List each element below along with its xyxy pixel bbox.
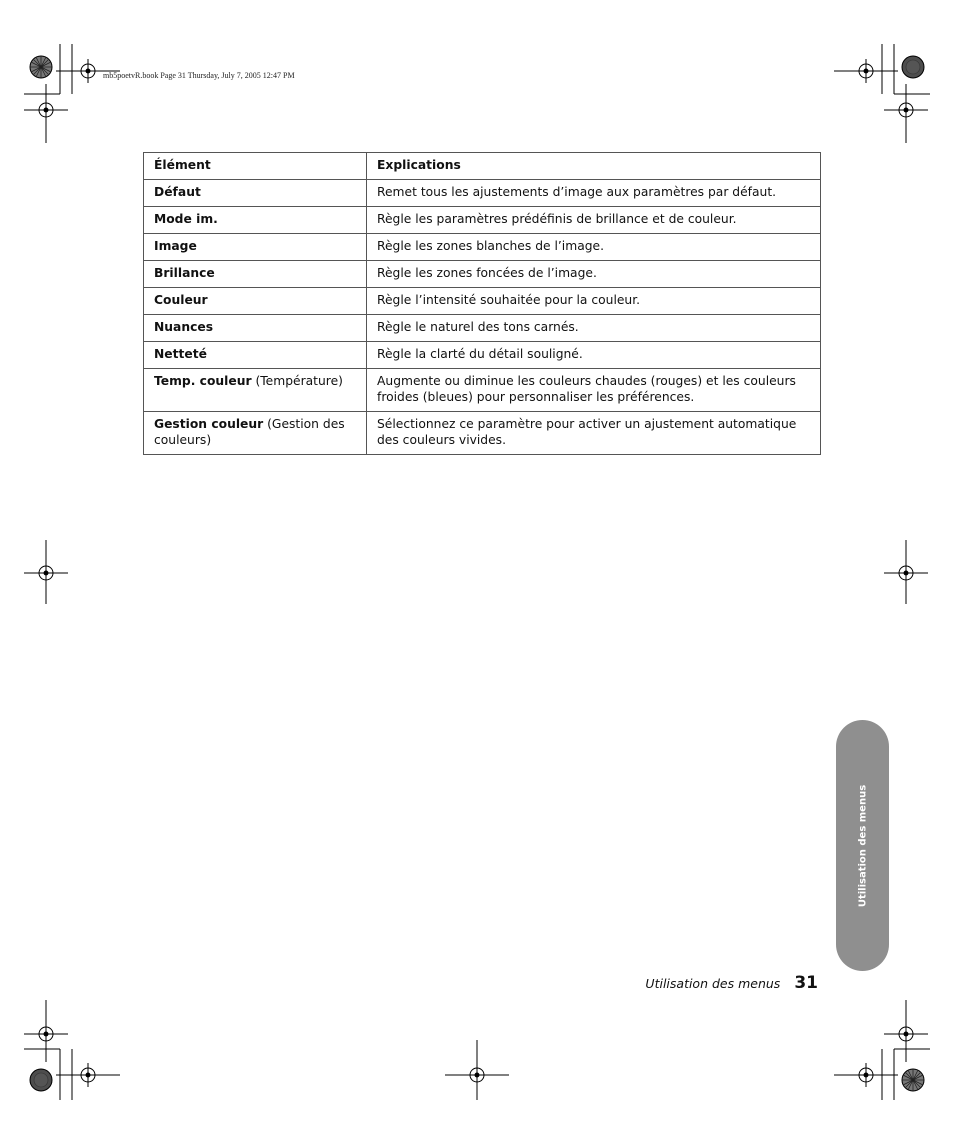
table-header-row bbox=[144, 153, 821, 180]
table-row bbox=[144, 261, 821, 288]
table-row bbox=[144, 207, 821, 234]
row-label: Mode im. bbox=[154, 212, 218, 226]
row-text: Règle l’intensité souhaitée pour la couleur. bbox=[367, 288, 821, 315]
print-info: mb5poetvR.book Page 31 Thursday, July 7, 2005 12:47 PM bbox=[103, 71, 295, 80]
row-text: Règle les paramètres prédéfinis de brillance et de couleur. bbox=[367, 207, 821, 234]
row-label-cell bbox=[144, 369, 367, 412]
row-text: Règle la clarté du détail souligné. bbox=[367, 342, 821, 369]
row-label-cell bbox=[144, 207, 367, 234]
row-sublabel: (Température) bbox=[255, 374, 343, 388]
row-text: Règle les zones blanches de l’image. bbox=[367, 234, 821, 261]
row-label: Image bbox=[154, 239, 197, 253]
row-text: Règle le naturel des tons carnés. bbox=[367, 315, 821, 342]
page-number: 31 bbox=[794, 973, 818, 993]
table-row bbox=[144, 369, 821, 412]
row-label: Nuances bbox=[154, 320, 214, 334]
row-label: Couleur bbox=[154, 293, 208, 307]
footer-chapter-title: Utilisation des menus bbox=[645, 976, 781, 991]
row-text: Règle les zones foncées de l’image. bbox=[367, 261, 821, 288]
chapter-side-tab-label: Utilisation des menus bbox=[857, 784, 868, 907]
starburst-target-top-left bbox=[29, 55, 53, 79]
solid-target-bottom-left bbox=[29, 1068, 53, 1092]
page-footer bbox=[645, 973, 818, 993]
table-row bbox=[144, 288, 821, 315]
table-row bbox=[144, 180, 821, 207]
solid-target-top-right bbox=[901, 55, 925, 79]
header-element: Élément bbox=[144, 153, 367, 180]
row-label-cell bbox=[144, 412, 367, 455]
row-label-cell bbox=[144, 234, 367, 261]
row-label: Brillance bbox=[154, 266, 215, 280]
row-text: Remet tous les ajustements d’image aux paramètres par défaut. bbox=[367, 180, 821, 207]
row-label: Temp. couleur bbox=[154, 374, 252, 388]
row-sublabel: (Gestion des couleurs) bbox=[154, 417, 345, 447]
row-label-cell bbox=[144, 288, 367, 315]
row-label: Netteté bbox=[154, 347, 207, 361]
table-row bbox=[144, 315, 821, 342]
table-row bbox=[144, 412, 821, 455]
picture-settings-table bbox=[143, 152, 821, 455]
row-text: Sélectionnez ce paramètre pour activer un ajustement automatique des couleurs vivides. bbox=[367, 412, 821, 455]
row-label-cell bbox=[144, 342, 367, 369]
row-label: Défaut bbox=[154, 185, 201, 199]
row-label-cell bbox=[144, 315, 367, 342]
row-label: Gestion couleur bbox=[154, 417, 264, 431]
starburst-target-bottom-right bbox=[901, 1068, 925, 1092]
chapter-side-tab bbox=[836, 720, 889, 971]
table-row bbox=[144, 234, 821, 261]
table-row bbox=[144, 342, 821, 369]
row-label-cell bbox=[144, 261, 367, 288]
row-label-cell bbox=[144, 180, 367, 207]
header-explanations: Explications bbox=[367, 153, 821, 180]
row-text: Augmente ou diminue les couleurs chaudes (rouges) et les couleurs froides (bleues) pour personnaliser les préférences. bbox=[367, 369, 821, 412]
